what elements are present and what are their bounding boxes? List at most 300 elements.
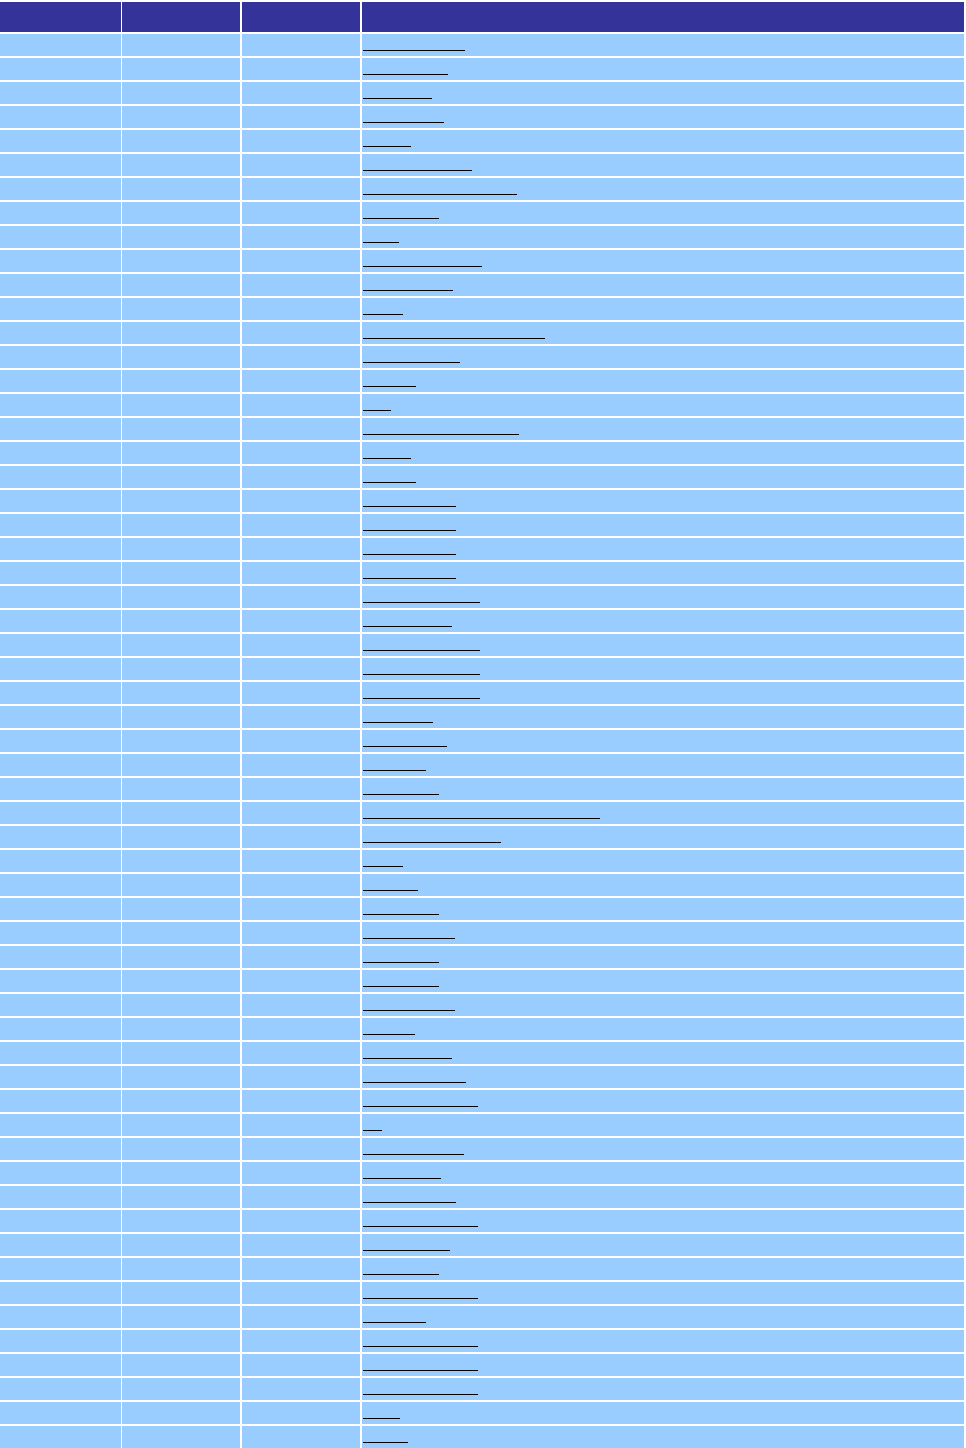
- table-cell[interactable]: [0, 994, 121, 1016]
- row-link-underline[interactable]: [363, 218, 439, 219]
- row-link-underline[interactable]: [363, 962, 439, 963]
- table-link-cell[interactable]: [362, 682, 964, 704]
- table-link-cell[interactable]: [362, 802, 964, 824]
- table-cell[interactable]: [122, 994, 240, 1016]
- table-cell[interactable]: [242, 82, 360, 104]
- table-link-cell[interactable]: [362, 946, 964, 968]
- table-cell[interactable]: [242, 562, 360, 584]
- table-cell[interactable]: [0, 1210, 121, 1232]
- table-cell[interactable]: [0, 1138, 121, 1160]
- table-cell[interactable]: [242, 994, 360, 1016]
- table-cell[interactable]: [0, 1330, 121, 1352]
- table-cell[interactable]: [122, 394, 240, 416]
- table-cell[interactable]: [242, 898, 360, 920]
- table-cell[interactable]: [242, 586, 360, 608]
- table-link-cell[interactable]: [362, 514, 964, 536]
- table-link-cell[interactable]: [362, 1306, 964, 1328]
- table-link-cell[interactable]: [362, 370, 964, 392]
- table-link-cell[interactable]: [362, 1402, 964, 1424]
- table-cell[interactable]: [122, 778, 240, 800]
- table-cell[interactable]: [122, 898, 240, 920]
- row-link-underline[interactable]: [363, 578, 456, 579]
- table-link-cell[interactable]: [362, 1138, 964, 1160]
- table-cell[interactable]: [0, 82, 121, 104]
- table-link-cell[interactable]: [362, 298, 964, 320]
- table-cell[interactable]: [122, 826, 240, 848]
- table-cell[interactable]: [122, 370, 240, 392]
- table-cell[interactable]: [0, 418, 121, 440]
- table-cell[interactable]: [0, 298, 121, 320]
- row-link-underline[interactable]: [363, 362, 460, 363]
- table-link-cell[interactable]: [362, 34, 964, 56]
- row-link-underline[interactable]: [363, 1418, 400, 1419]
- table-cell[interactable]: [0, 1378, 121, 1400]
- table-cell[interactable]: [0, 610, 121, 632]
- table-cell[interactable]: [0, 706, 121, 728]
- table-cell[interactable]: [242, 778, 360, 800]
- row-link-underline[interactable]: [363, 482, 416, 483]
- row-link-underline[interactable]: [363, 434, 519, 435]
- table-cell[interactable]: [242, 346, 360, 368]
- table-cell[interactable]: [122, 802, 240, 824]
- row-link-underline[interactable]: [363, 650, 480, 651]
- table-cell[interactable]: [0, 490, 121, 512]
- row-link-underline[interactable]: [363, 1394, 478, 1395]
- table-link-cell[interactable]: [362, 1162, 964, 1184]
- table-cell[interactable]: [122, 730, 240, 752]
- table-cell[interactable]: [242, 490, 360, 512]
- table-cell[interactable]: [0, 106, 121, 128]
- row-link-underline[interactable]: [363, 602, 480, 603]
- table-cell[interactable]: [122, 490, 240, 512]
- table-link-cell[interactable]: [362, 394, 964, 416]
- row-link-underline[interactable]: [363, 1274, 439, 1275]
- table-cell[interactable]: [0, 154, 121, 176]
- table-cell[interactable]: [0, 970, 121, 992]
- row-link-underline[interactable]: [363, 386, 416, 387]
- table-cell[interactable]: [242, 418, 360, 440]
- table-cell[interactable]: [122, 538, 240, 560]
- table-link-cell[interactable]: [362, 346, 964, 368]
- table-cell[interactable]: [242, 442, 360, 464]
- row-link-underline[interactable]: [363, 794, 439, 795]
- table-cell[interactable]: [122, 1162, 240, 1184]
- table-cell[interactable]: [122, 226, 240, 248]
- table-link-cell[interactable]: [362, 1066, 964, 1088]
- table-cell[interactable]: [242, 682, 360, 704]
- row-link-underline[interactable]: [363, 1322, 426, 1323]
- table-cell[interactable]: [0, 1186, 121, 1208]
- table-cell[interactable]: [0, 826, 121, 848]
- table-cell[interactable]: [0, 178, 121, 200]
- table-cell[interactable]: [122, 1306, 240, 1328]
- table-cell[interactable]: [122, 922, 240, 944]
- table-cell[interactable]: [0, 586, 121, 608]
- table-cell[interactable]: [0, 226, 121, 248]
- row-link-underline[interactable]: [363, 1178, 441, 1179]
- row-link-underline[interactable]: [363, 1154, 464, 1155]
- table-cell[interactable]: [122, 1282, 240, 1304]
- row-link-underline[interactable]: [363, 722, 433, 723]
- table-cell[interactable]: [242, 826, 360, 848]
- table-cell[interactable]: [0, 130, 121, 152]
- table-link-cell[interactable]: [362, 442, 964, 464]
- table-cell[interactable]: [122, 274, 240, 296]
- table-cell[interactable]: [242, 1354, 360, 1376]
- table-cell[interactable]: [122, 658, 240, 680]
- table-cell[interactable]: [122, 1114, 240, 1136]
- table-cell[interactable]: [122, 418, 240, 440]
- table-link-cell[interactable]: [362, 850, 964, 872]
- column-header-4[interactable]: [362, 2, 964, 32]
- table-cell[interactable]: [0, 370, 121, 392]
- table-cell[interactable]: [242, 1138, 360, 1160]
- table-cell[interactable]: [122, 562, 240, 584]
- table-cell[interactable]: [242, 1282, 360, 1304]
- row-link-underline[interactable]: [363, 1010, 455, 1011]
- table-cell[interactable]: [122, 1090, 240, 1112]
- table-link-cell[interactable]: [362, 1018, 964, 1040]
- table-cell[interactable]: [242, 1210, 360, 1232]
- table-link-cell[interactable]: [362, 82, 964, 104]
- table-cell[interactable]: [0, 754, 121, 776]
- table-link-cell[interactable]: [362, 1090, 964, 1112]
- table-cell[interactable]: [122, 874, 240, 896]
- row-link-underline[interactable]: [363, 266, 482, 267]
- table-cell[interactable]: [122, 1402, 240, 1424]
- table-cell[interactable]: [122, 850, 240, 872]
- table-link-cell[interactable]: [362, 1282, 964, 1304]
- table-cell[interactable]: [122, 610, 240, 632]
- table-cell[interactable]: [0, 442, 121, 464]
- table-cell[interactable]: [242, 802, 360, 824]
- row-link-underline[interactable]: [363, 1082, 466, 1083]
- table-link-cell[interactable]: [362, 130, 964, 152]
- table-link-cell[interactable]: [362, 466, 964, 488]
- table-cell[interactable]: [242, 394, 360, 416]
- table-cell[interactable]: [0, 658, 121, 680]
- row-link-underline[interactable]: [363, 1034, 415, 1035]
- table-cell[interactable]: [122, 514, 240, 536]
- table-cell[interactable]: [0, 1042, 121, 1064]
- table-cell[interactable]: [242, 1258, 360, 1280]
- table-cell[interactable]: [0, 346, 121, 368]
- table-cell[interactable]: [122, 346, 240, 368]
- table-cell[interactable]: [122, 322, 240, 344]
- table-cell[interactable]: [242, 754, 360, 776]
- table-cell[interactable]: [242, 1330, 360, 1352]
- table-link-cell[interactable]: [362, 826, 964, 848]
- table-link-cell[interactable]: [362, 322, 964, 344]
- table-cell[interactable]: [242, 1402, 360, 1424]
- table-cell[interactable]: [242, 322, 360, 344]
- table-cell[interactable]: [0, 1402, 121, 1424]
- table-link-cell[interactable]: [362, 154, 964, 176]
- row-link-underline[interactable]: [363, 866, 403, 867]
- row-link-underline[interactable]: [363, 314, 403, 315]
- row-link-underline[interactable]: [363, 818, 600, 819]
- table-cell[interactable]: [122, 970, 240, 992]
- table-row: [0, 874, 966, 896]
- table-cell[interactable]: [242, 1234, 360, 1256]
- row-link-underline[interactable]: [363, 122, 444, 123]
- table-link-cell[interactable]: [362, 58, 964, 80]
- table-cell[interactable]: [242, 730, 360, 752]
- table-cell[interactable]: [122, 682, 240, 704]
- row-link-underline[interactable]: [363, 530, 456, 531]
- table-link-cell[interactable]: [362, 778, 964, 800]
- table-cell[interactable]: [0, 34, 121, 56]
- table-link-cell[interactable]: [362, 874, 964, 896]
- table-link-cell[interactable]: [362, 586, 964, 608]
- table-cell[interactable]: [122, 754, 240, 776]
- table-link-cell[interactable]: [362, 634, 964, 656]
- table-cell[interactable]: [0, 466, 121, 488]
- table-link-cell[interactable]: [362, 898, 964, 920]
- table-link-cell[interactable]: [362, 178, 964, 200]
- table-cell[interactable]: [242, 226, 360, 248]
- table-link-cell[interactable]: [362, 226, 964, 248]
- table-cell[interactable]: [0, 1018, 121, 1040]
- row-link-underline[interactable]: [363, 698, 480, 699]
- table-cell[interactable]: [122, 946, 240, 968]
- table-cell[interactable]: [0, 562, 121, 584]
- table-cell[interactable]: [0, 1426, 121, 1448]
- table-cell[interactable]: [122, 586, 240, 608]
- table-cell[interactable]: [242, 1306, 360, 1328]
- table-link-cell[interactable]: [362, 490, 964, 512]
- table-cell[interactable]: [122, 82, 240, 104]
- table-cell[interactable]: [242, 466, 360, 488]
- row-link-underline[interactable]: [363, 170, 472, 171]
- table-cell[interactable]: [242, 1090, 360, 1112]
- table-cell[interactable]: [0, 946, 121, 968]
- table-cell[interactable]: [242, 1042, 360, 1064]
- table-cell[interactable]: [242, 1186, 360, 1208]
- table-cell[interactable]: [242, 1378, 360, 1400]
- table-cell[interactable]: [242, 850, 360, 872]
- table-link-cell[interactable]: [362, 658, 964, 680]
- table-link-cell[interactable]: [362, 538, 964, 560]
- table-link-cell[interactable]: [362, 610, 964, 632]
- row-link-underline[interactable]: [363, 1130, 382, 1131]
- row-link-underline[interactable]: [363, 290, 453, 291]
- row-link-underline[interactable]: [363, 1442, 408, 1443]
- table-cell[interactable]: [122, 1042, 240, 1064]
- table-cell[interactable]: [122, 1330, 240, 1352]
- table-cell[interactable]: [242, 202, 360, 224]
- table-cell[interactable]: [242, 610, 360, 632]
- table-link-cell[interactable]: [362, 730, 964, 752]
- table-cell[interactable]: [122, 202, 240, 224]
- table-cell[interactable]: [122, 706, 240, 728]
- table-cell[interactable]: [122, 34, 240, 56]
- table-cell[interactable]: [242, 706, 360, 728]
- row-link-underline[interactable]: [363, 1250, 450, 1251]
- table-cell[interactable]: [0, 1090, 121, 1112]
- table-link-cell[interactable]: [362, 1426, 964, 1448]
- table-link-cell[interactable]: [362, 202, 964, 224]
- table-cell[interactable]: [0, 874, 121, 896]
- table-cell[interactable]: [0, 1354, 121, 1376]
- table-cell[interactable]: [0, 730, 121, 752]
- table-link-cell[interactable]: [362, 922, 964, 944]
- table-cell[interactable]: [0, 1234, 121, 1256]
- row-link-underline[interactable]: [363, 410, 391, 411]
- row-link-underline[interactable]: [363, 770, 426, 771]
- table-cell[interactable]: [122, 1378, 240, 1400]
- table-cell[interactable]: [0, 1282, 121, 1304]
- row-link-underline[interactable]: [363, 842, 501, 843]
- table-cell[interactable]: [242, 1066, 360, 1088]
- table-cell[interactable]: [242, 658, 360, 680]
- table-cell[interactable]: [242, 154, 360, 176]
- table-cell[interactable]: [122, 1258, 240, 1280]
- table-cell[interactable]: [242, 274, 360, 296]
- table-link-cell[interactable]: [362, 754, 964, 776]
- table-cell[interactable]: [0, 538, 121, 560]
- table-cell[interactable]: [242, 514, 360, 536]
- table-cell[interactable]: [242, 634, 360, 656]
- row-link-underline[interactable]: [363, 242, 399, 243]
- table-cell[interactable]: [0, 1114, 121, 1136]
- row-link-underline[interactable]: [363, 674, 480, 675]
- row-link-underline[interactable]: [363, 890, 418, 891]
- table-cell[interactable]: [122, 1354, 240, 1376]
- row-link-underline[interactable]: [363, 506, 456, 507]
- table-cell[interactable]: [0, 322, 121, 344]
- table-cell[interactable]: [242, 1114, 360, 1136]
- table-cell[interactable]: [122, 1234, 240, 1256]
- row-link-underline[interactable]: [363, 74, 448, 75]
- row-link-underline[interactable]: [363, 1298, 478, 1299]
- row-link-underline[interactable]: [363, 1202, 456, 1203]
- row-link-underline[interactable]: [363, 1226, 478, 1227]
- table-cell[interactable]: [242, 946, 360, 968]
- row-link-underline[interactable]: [363, 746, 447, 747]
- row-link-underline[interactable]: [363, 1106, 478, 1107]
- table-cell[interactable]: [0, 682, 121, 704]
- table-cell[interactable]: [242, 970, 360, 992]
- row-link-underline[interactable]: [363, 146, 411, 147]
- table-cell[interactable]: [0, 922, 121, 944]
- row-link-underline[interactable]: [363, 914, 439, 915]
- table-link-cell[interactable]: [362, 1042, 964, 1064]
- table-cell[interactable]: [0, 1258, 121, 1280]
- table-cell[interactable]: [242, 34, 360, 56]
- table-link-cell[interactable]: [362, 1114, 964, 1136]
- table-cell[interactable]: [122, 1210, 240, 1232]
- table-cell[interactable]: [122, 1066, 240, 1088]
- row-link-underline[interactable]: [363, 1058, 452, 1059]
- row-link-underline[interactable]: [363, 626, 452, 627]
- column-header-3[interactable]: [242, 2, 360, 32]
- table-link-cell[interactable]: [362, 994, 964, 1016]
- table-link-cell[interactable]: [362, 1258, 964, 1280]
- table-link-cell[interactable]: [362, 706, 964, 728]
- table-cell[interactable]: [242, 538, 360, 560]
- table-cell[interactable]: [0, 274, 121, 296]
- table-cell[interactable]: [122, 442, 240, 464]
- table-cell[interactable]: [242, 106, 360, 128]
- table-cell[interactable]: [122, 106, 240, 128]
- table-cell[interactable]: [122, 130, 240, 152]
- table-cell[interactable]: [242, 130, 360, 152]
- table-cell[interactable]: [122, 154, 240, 176]
- row-link-underline[interactable]: [363, 194, 517, 195]
- row-link-underline[interactable]: [363, 986, 439, 987]
- table-link-cell[interactable]: [362, 1210, 964, 1232]
- table-cell[interactable]: [122, 58, 240, 80]
- table-cell[interactable]: [0, 1306, 121, 1328]
- column-header-2[interactable]: [122, 2, 240, 32]
- table-cell[interactable]: [0, 1066, 121, 1088]
- table-cell[interactable]: [242, 250, 360, 272]
- table-cell[interactable]: [122, 298, 240, 320]
- table-cell[interactable]: [242, 1426, 360, 1448]
- table-cell[interactable]: [122, 1138, 240, 1160]
- table-cell[interactable]: [0, 250, 121, 272]
- table-cell[interactable]: [242, 1018, 360, 1040]
- row-link-underline[interactable]: [363, 1346, 478, 1347]
- table-link-cell[interactable]: [362, 1378, 964, 1400]
- column-header-1[interactable]: [0, 2, 121, 32]
- table-cell[interactable]: [0, 58, 121, 80]
- table-cell[interactable]: [0, 898, 121, 920]
- table-cell[interactable]: [242, 1162, 360, 1184]
- row-link-underline[interactable]: [363, 1370, 478, 1371]
- table-cell[interactable]: [122, 1186, 240, 1208]
- table-cell[interactable]: [122, 178, 240, 200]
- row-link-underline[interactable]: [363, 554, 456, 555]
- table-link-cell[interactable]: [362, 970, 964, 992]
- table-cell[interactable]: [122, 250, 240, 272]
- table-cell[interactable]: [122, 466, 240, 488]
- table-cell[interactable]: [0, 394, 121, 416]
- table-cell[interactable]: [0, 778, 121, 800]
- table-cell[interactable]: [0, 514, 121, 536]
- table-cell[interactable]: [0, 850, 121, 872]
- row-link-underline[interactable]: [363, 338, 545, 339]
- table-cell[interactable]: [242, 298, 360, 320]
- row-link-underline[interactable]: [363, 50, 465, 51]
- table-link-cell[interactable]: [362, 250, 964, 272]
- table-link-cell[interactable]: [362, 562, 964, 584]
- table-cell[interactable]: [0, 1162, 121, 1184]
- table-link-cell[interactable]: [362, 106, 964, 128]
- table-cell[interactable]: [242, 922, 360, 944]
- table-cell[interactable]: [122, 1018, 240, 1040]
- row-link-underline[interactable]: [363, 938, 455, 939]
- row-link-underline[interactable]: [363, 98, 432, 99]
- table-cell[interactable]: [122, 634, 240, 656]
- table-cell[interactable]: [242, 178, 360, 200]
- table-link-cell[interactable]: [362, 418, 964, 440]
- table-cell[interactable]: [0, 202, 121, 224]
- table-cell[interactable]: [0, 802, 121, 824]
- table-link-cell[interactable]: [362, 1330, 964, 1352]
- table-cell[interactable]: [242, 370, 360, 392]
- table-cell[interactable]: [242, 874, 360, 896]
- table-link-cell[interactable]: [362, 1354, 964, 1376]
- table-link-cell[interactable]: [362, 274, 964, 296]
- table-cell[interactable]: [122, 1426, 240, 1448]
- row-link-underline[interactable]: [363, 458, 411, 459]
- table-cell[interactable]: [0, 634, 121, 656]
- table-link-cell[interactable]: [362, 1234, 964, 1256]
- table-link-cell[interactable]: [362, 1186, 964, 1208]
- table-cell[interactable]: [242, 58, 360, 80]
